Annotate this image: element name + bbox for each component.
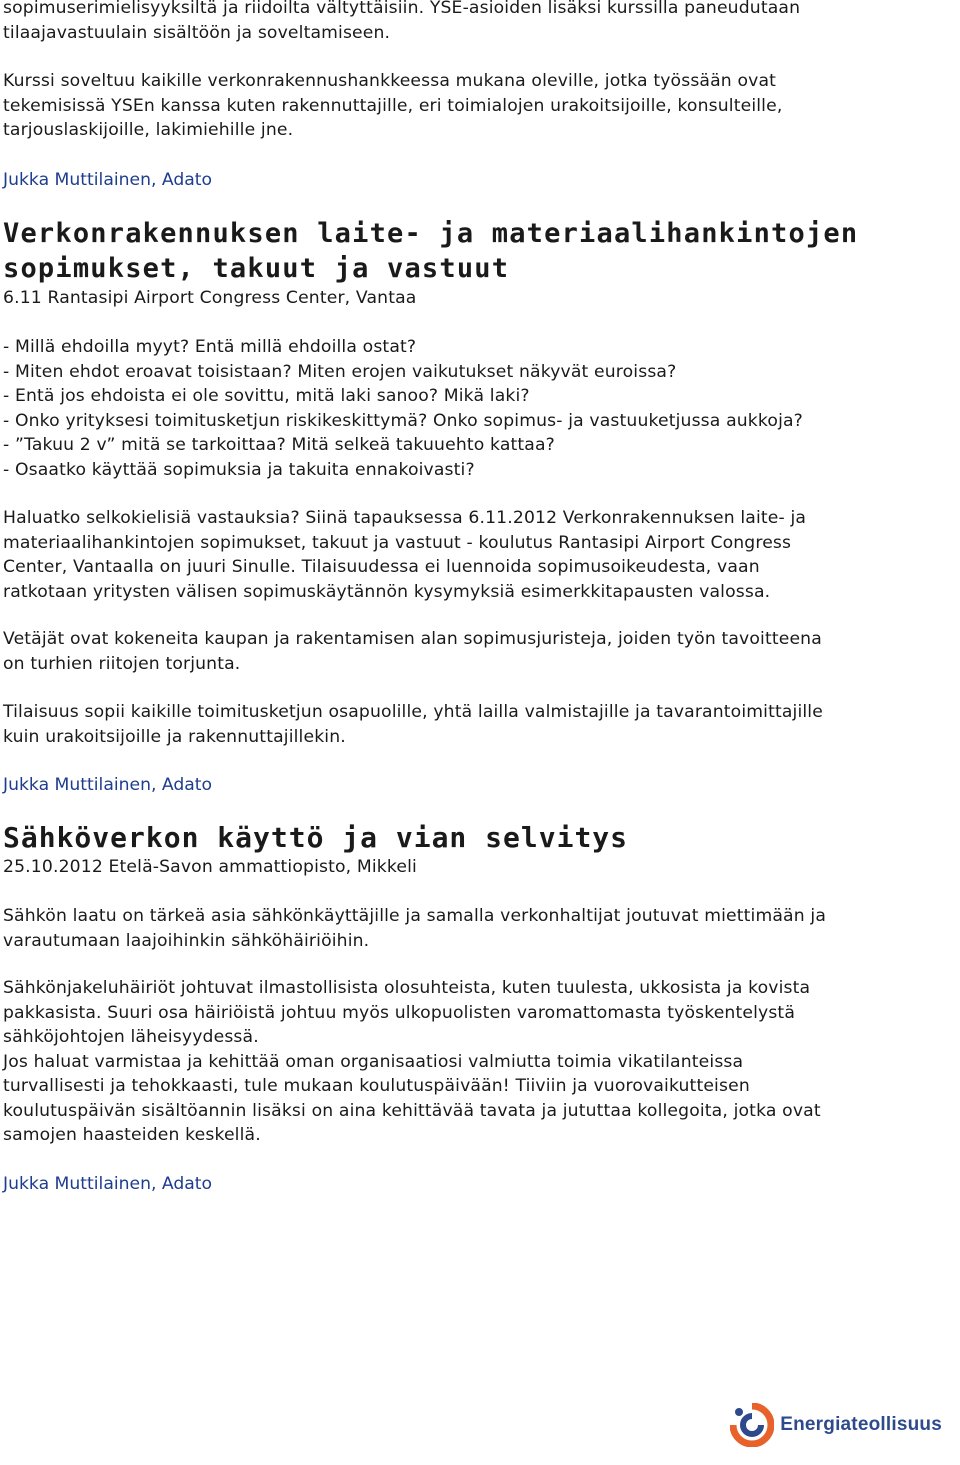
course-title-line: Verkonrakennuksen laite- ja materiaalihankintojen (3, 218, 859, 249)
text-line: turvallisesti ja tehokkaasti, tule mukaan koulutuspäivään! Tiiviin ja vuorovaikutteisen (3, 1076, 750, 1096)
text-line: tarjouslaskijoille, lakimiehille jne. (3, 120, 294, 140)
author-line: Jukka Muttilainen, Adato (3, 775, 213, 795)
author-line: Jukka Muttilainen, Adato (3, 170, 213, 190)
question-item: - ”Takuu 2 v” mitä se tarkoittaa? Mitä selkeä takuuehto kattaa? (3, 435, 555, 455)
text-line: Sähkönjakeluhäiriöt johtuvat ilmastollisista olosuhteista, kuten tuulesta, ukkosista ja kovista (3, 978, 811, 998)
question-item: - Onko yrityksesi toimitusketjun riskikeskittymä? Onko sopimus- ja vastuuketjussa aukkoja? (3, 410, 803, 431)
text-line: Sähkön laatu on tärkeä asia sähkönkäyttäjille ja samalla verkonhaltijat joutuvat miettimään ja (3, 906, 827, 926)
intro-paragraph-2 (3, 69, 782, 143)
energy-logo-icon (730, 1403, 774, 1447)
question-item: - Miten ehdot eroavat toisistaan? Miten erojen vaikutukset näkyvät euroissa? (3, 361, 677, 382)
text-line: varautumaan laajoihinkin sähköhäiriöihin. (3, 930, 370, 951)
course1-paragraph-1 (3, 506, 806, 604)
text-line: Haluatko selkokielisiä vastauksia? Siinä tapauksessa 6.11.2012 Verkonrakennuksen laite- ja (3, 508, 807, 528)
question-item: - Millä ehdoilla myyt? Entä millä ehdoilla ostat? (3, 337, 417, 357)
text-line: Jos haluat varmistaa ja kehittää oman organisaatiosi valmiutta toimia vikatilanteissa (3, 1051, 744, 1072)
question-item: - Entä jos ehdoista ei ole sovittu, mitä laki sanoo? Mikä laki? (3, 386, 530, 406)
question-item: - Osaatko käyttää sopimuksia ja takuita ennakoivasti? (3, 459, 475, 480)
text-line: ratkotaan yritysten välisen sopimuskäytännön kysymyksiä esimerkkitapausten valossa. (3, 581, 771, 602)
intro-paragraph-1 (3, 0, 800, 45)
text-line: Vetäjät ovat kokeneita kaupan ja rakentamisen alan sopimusjuristeja, joiden työn tavoitteena (3, 629, 822, 649)
author-line: Jukka Muttilainen, Adato (3, 1174, 213, 1194)
course1-questions (3, 335, 803, 482)
text-line: on turhien riitojen torjunta. (3, 653, 241, 674)
course1-title (3, 216, 858, 286)
text-line: tilaajavastuulain sisältöön ja soveltamiseen. (3, 22, 391, 43)
course1-date-place: 6.11 Rantasipi Airport Congress Center, Vantaa (3, 288, 417, 308)
text-line: Tilaisuus sopii kaikille toimitusketjun osapuolille, yhtä lailla valmistajille ja tavarantoimittajille (3, 702, 823, 722)
energiateollisuus-logo (730, 1399, 942, 1451)
text-line: kuin urakoitsijoille ja rakennuttajillekin. (3, 726, 346, 747)
course-title-line: sopimukset, takuut ja vastuut (3, 253, 510, 284)
course2-title: Sähköverkon käyttö ja vian selvitys (3, 821, 629, 854)
logo-text: Energiateollisuus (780, 1414, 942, 1435)
course2-paragraph-2 (3, 976, 821, 1148)
text-line: sähköjohtojen läheisyydessä. (3, 1027, 259, 1047)
text-line: sopimuserimielisyyksiltä ja riidoilta vältyttäisiin. YSE-asioiden lisäksi kurssilla paneudutaan (3, 0, 801, 18)
course1-paragraph-3 (3, 700, 823, 749)
text-line: Kurssi soveltuu kaikille verkonrakennushankkeessa mukana oleville, jotka työssään ovat (3, 71, 777, 91)
text-line: tekemisissä YSEn kanssa kuten rakennuttajille, eri toimialojen urakoitsijoille, konsulteille, (3, 95, 783, 116)
text-line: Center, Vantaalla on juuri Sinulle. Tilaisuudessa ei luennoida sopimusoikeudesta, vaan (3, 557, 760, 577)
course1-paragraph-2 (3, 627, 822, 676)
course2-paragraph-1 (3, 904, 826, 953)
text-line: pakkasista. Suuri osa häiriöistä johtuu myös ulkopuolisten varomattomasta työskentelystä (3, 1002, 796, 1023)
text-line: koulutuspäivän sisältöannin lisäksi on aina kehittävää tavata ja jututtaa kollegoita, jotka ovat (3, 1100, 821, 1121)
text-line: materiaalihankintojen sopimukset, takuut ja vastuut - koulutus Rantasipi Airport Congress (3, 532, 792, 553)
course2-date-place: 25.10.2012 Etelä-Savon ammattiopisto, Mikkeli (3, 857, 417, 877)
text-line: samojen haasteiden keskellä. (3, 1125, 261, 1145)
